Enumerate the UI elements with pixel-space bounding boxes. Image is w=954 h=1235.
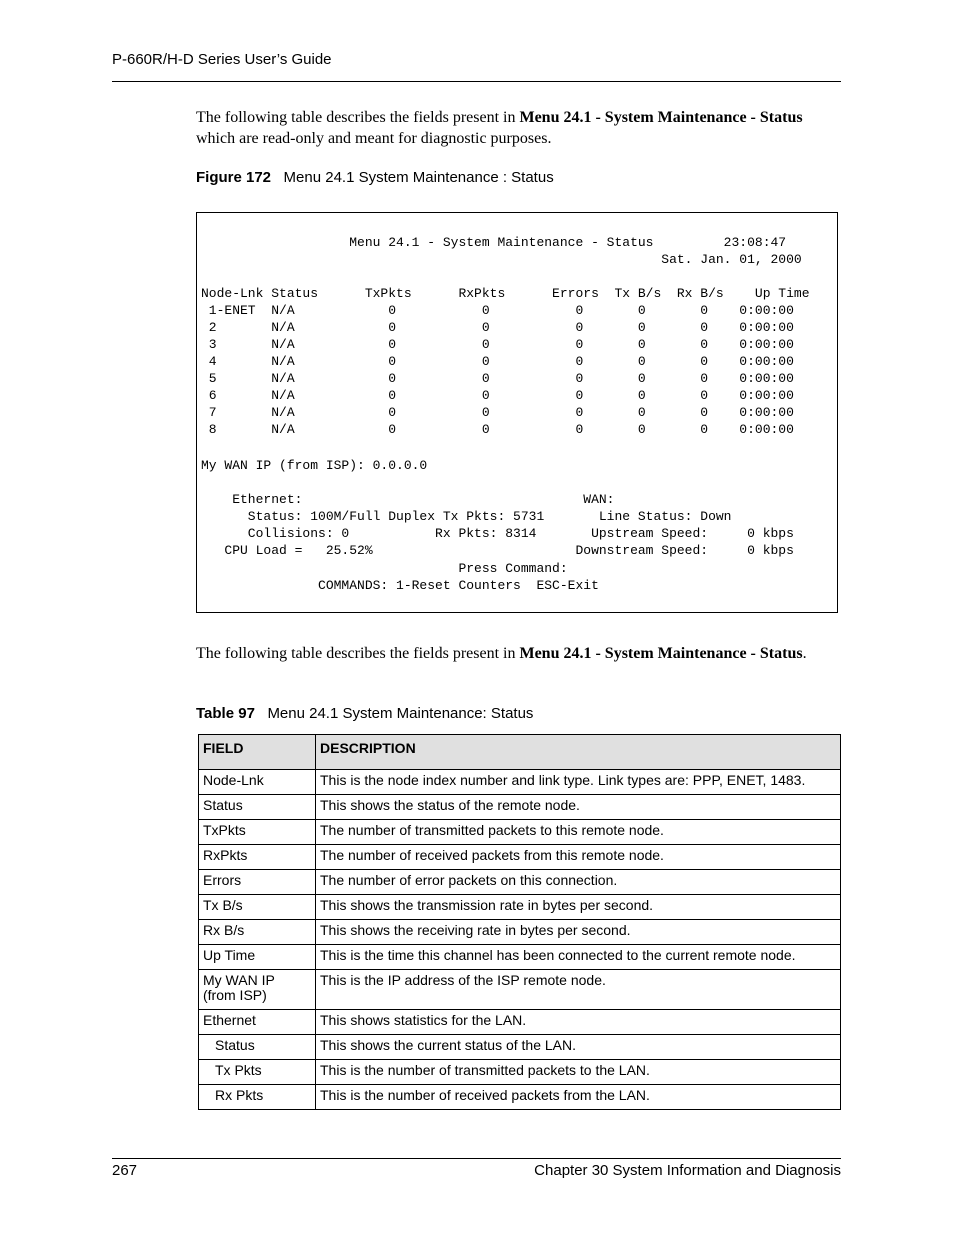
table-row	[199, 895, 841, 920]
description-cell: This shows statistics for the LAN.	[316, 1010, 841, 1035]
table-intro-menu-name: Menu 24.1 - System Maintenance - Status	[519, 645, 803, 662]
table-row	[199, 945, 841, 970]
screen-line: 7 N/A 0 0 0 0 0 0:00:00	[201, 405, 794, 420]
screen-line: Collisions: 0 Rx Pkts: 8314 Upstream Speed: 0 kbps	[201, 526, 794, 541]
figure-caption	[196, 169, 554, 186]
screen-line: COMMANDS: 1-Reset Counters ESC-Exit	[201, 578, 599, 593]
header-rule	[112, 81, 841, 82]
field-cell: Up Time	[199, 945, 316, 970]
figure-label: Figure 172	[196, 169, 272, 186]
field-cell: TxPkts	[199, 820, 316, 845]
screen-line: 4 N/A 0 0 0 0 0 0:00:00	[201, 354, 794, 369]
table-row	[199, 920, 841, 945]
intro-text: The following table describes the fields present in	[196, 109, 520, 126]
table-row	[199, 770, 841, 795]
field-cell: Status	[199, 1035, 316, 1060]
screen-line: Sat. Jan. 01, 2000	[201, 252, 802, 267]
table-row	[199, 870, 841, 895]
screen-line: 5 N/A 0 0 0 0 0 0:00:00	[201, 371, 794, 386]
field-cell: Tx B/s	[199, 895, 316, 920]
table-row	[199, 820, 841, 845]
chapter-title: Chapter 30 System Information and Diagnosis	[534, 1162, 841, 1179]
field-cell: Status	[199, 795, 316, 820]
screen-line: Node-Lnk Status TxPkts RxPkts Errors Tx B/s Rx B/s Up Time	[201, 286, 810, 301]
description-cell: This shows the transmission rate in bytes per second.	[316, 895, 841, 920]
description-cell: This shows the status of the remote node.	[316, 795, 841, 820]
table-intro-text: The following table describes the fields present in	[196, 645, 520, 662]
field-cell: Node-Lnk	[199, 770, 316, 795]
field-cell: Rx B/s	[199, 920, 316, 945]
table-intro-period: .	[802, 645, 807, 662]
table-row	[199, 1010, 841, 1035]
description-cell: The number of received packets from this remote node.	[316, 845, 841, 870]
screen-line: 1-ENET N/A 0 0 0 0 0 0:00:00	[201, 303, 794, 318]
table-row	[199, 845, 841, 870]
figure-title: Menu 24.1 System Maintenance : Status	[283, 169, 554, 186]
table-intro-paragraph	[196, 643, 846, 664]
field-description-table	[198, 734, 841, 1110]
description-cell: This is the number of received packets from the LAN.	[316, 1085, 841, 1110]
description-cell: This shows the receiving rate in bytes per second.	[316, 920, 841, 945]
page-number: 267	[112, 1162, 138, 1179]
terminal-screen	[196, 212, 838, 613]
description-cell: This shows the current status of the LAN.	[316, 1035, 841, 1060]
screen-line: Menu 24.1 - System Maintenance - Status 23:08:47	[201, 235, 787, 250]
screen-line: Press Command:	[201, 561, 568, 576]
description-cell: The number of error packets on this connection.	[316, 870, 841, 895]
intro-paragraph	[196, 107, 846, 149]
screen-line: Status: 100M/Full Duplex Tx Pkts: 5731 Line Status: Down	[201, 509, 732, 524]
field-cell: Tx Pkts	[199, 1060, 316, 1085]
intro-text-2: which are read-only and meant for diagnostic purposes.	[196, 130, 552, 147]
field-cell: My WAN IP (from ISP)	[199, 970, 316, 1010]
table-header-row	[199, 735, 841, 770]
table-caption	[196, 705, 533, 722]
intro-menu-name: Menu 24.1 - System Maintenance - Status	[519, 109, 803, 126]
field-cell: RxPkts	[199, 845, 316, 870]
header-field: FIELD	[199, 735, 316, 770]
screen-line: My WAN IP (from ISP): 0.0.0.0	[201, 458, 428, 473]
field-cell: Rx Pkts	[199, 1085, 316, 1110]
footer-rule	[112, 1158, 841, 1159]
screen-line: Ethernet: WAN:	[201, 492, 615, 507]
screen-line: 8 N/A 0 0 0 0 0 0:00:00	[201, 422, 794, 437]
screen-line: 6 N/A 0 0 0 0 0 0:00:00	[201, 388, 794, 403]
table-label: Table 97	[196, 705, 255, 722]
header-description: DESCRIPTION	[316, 735, 841, 770]
description-cell: This is the IP address of the ISP remote node.	[316, 970, 841, 1010]
table-row	[199, 1085, 841, 1110]
screen-line: 3 N/A 0 0 0 0 0 0:00:00	[201, 337, 794, 352]
description-cell: This is the node index number and link type. Link types are: PPP, ENET, 1483.	[316, 770, 841, 795]
field-cell: Errors	[199, 870, 316, 895]
running-header: P-660R/H-D Series User’s Guide	[112, 51, 332, 68]
field-cell: Ethernet	[199, 1010, 316, 1035]
table-row	[199, 970, 841, 1010]
screen-line: CPU Load = 25.52% Downstream Speed: 0 kbps	[201, 543, 794, 558]
description-cell: This is the time this channel has been connected to the current remote node.	[316, 945, 841, 970]
screen-line: 2 N/A 0 0 0 0 0 0:00:00	[201, 320, 794, 335]
description-cell: The number of transmitted packets to this remote node.	[316, 820, 841, 845]
table-title: Menu 24.1 System Maintenance: Status	[267, 705, 534, 722]
table-row	[199, 1035, 841, 1060]
description-cell: This is the number of transmitted packets to the LAN.	[316, 1060, 841, 1085]
table-row	[199, 1060, 841, 1085]
table-row	[199, 795, 841, 820]
